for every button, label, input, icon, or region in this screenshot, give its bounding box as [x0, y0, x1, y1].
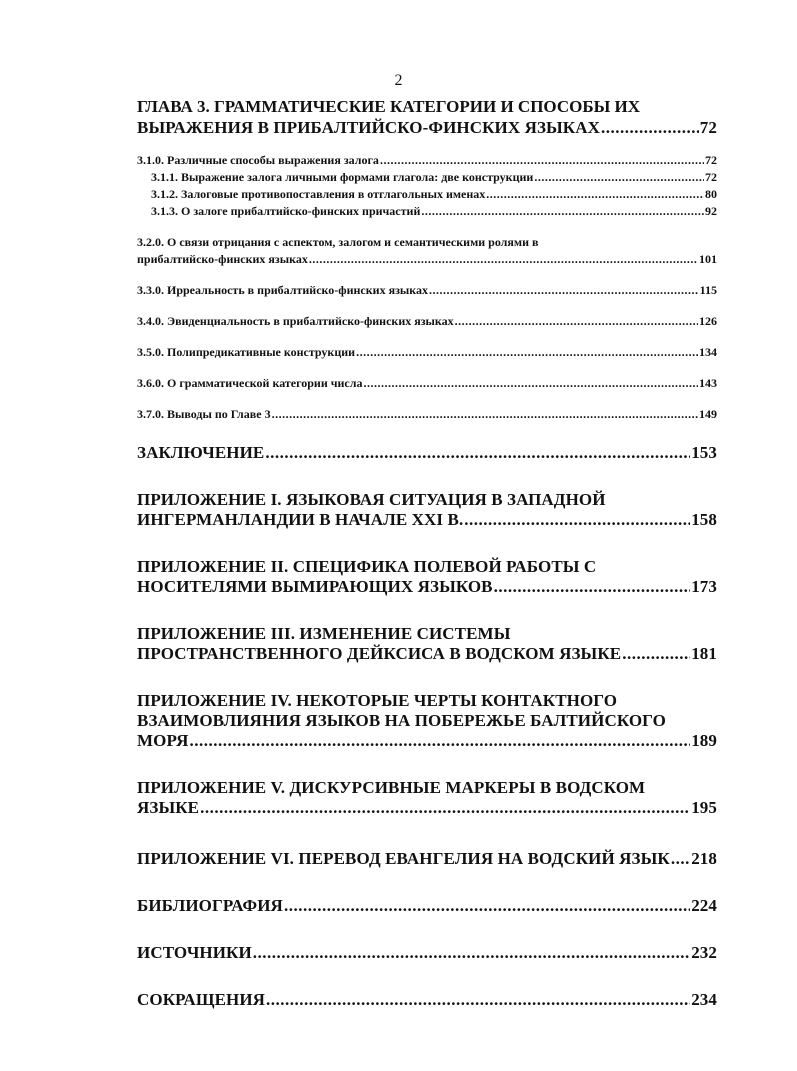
toc-section-3-6-0[interactable]: [137, 375, 717, 392]
dot-leader: [189, 731, 690, 751]
toc-page-number: 72: [705, 153, 717, 167]
toc-section-3-3-0[interactable]: [137, 282, 717, 299]
toc-page-number: 92: [705, 204, 717, 218]
dot-leader: [272, 406, 698, 423]
toc-entry-text: СОКРАЩЕНИЯ: [137, 990, 266, 1009]
toc-appendix-4[interactable]: [137, 691, 717, 751]
dot-leader: [494, 577, 691, 597]
dot-leader: [429, 282, 699, 299]
toc-section-3-2-0-line1: 3.2.0. О связи отрицания с аспектом, залогом и семантическими ролями в: [137, 235, 539, 249]
dot-leader: [200, 798, 690, 818]
toc-abbreviations[interactable]: [137, 990, 717, 1010]
toc-appendix-3-line2: [137, 644, 717, 664]
toc-entry-text: 3.4.0. Эвиденциальность в прибалтийско-финских языках: [137, 314, 454, 328]
toc-entry-text: ИСТОЧНИКИ: [137, 943, 252, 962]
toc-entry-text: 3.1.0. Различные способы выражения залога: [137, 153, 379, 167]
page-number: 2: [394, 72, 403, 89]
dot-leader: [464, 510, 690, 530]
toc-page-number: 134: [699, 345, 717, 359]
toc-section-3-1-1[interactable]: [137, 169, 717, 186]
dot-leader: [364, 375, 699, 392]
toc-chapter-3-line2: [137, 117, 717, 138]
toc-page-number: 218: [691, 849, 717, 868]
toc-bibliography[interactable]: [137, 896, 717, 916]
toc-appendix-5-line1: ПРИЛОЖЕНИЕ V. ДИСКУРСИВНЫЕ МАРКЕРЫ В ВОДСКОМ: [137, 778, 646, 797]
toc-appendix-6[interactable]: [137, 849, 717, 869]
toc-section-3-1-0[interactable]: [137, 152, 717, 169]
toc-entry-text: 3.7.0. Выводы по Главе 3: [137, 407, 271, 421]
toc-entry-text: 3.1.1. Выражение залога личными формами глагола: две конструкции: [151, 170, 534, 184]
toc-entry-text: ЗАКЛЮЧЕНИЕ: [137, 443, 265, 462]
toc-entry-text: ВЫРАЖЕНИЯ В ПРИБАЛТИЙСКО-ФИНСКИХ ЯЗЫКАХ: [137, 118, 600, 137]
dot-leader: [455, 313, 698, 330]
toc-page-number: 181: [691, 644, 717, 663]
toc-entry-text: НОСИТЕЛЯМИ ВЫМИРАЮЩИХ ЯЗЫКОВ: [137, 577, 493, 596]
toc-appendix-1-line1: ПРИЛОЖЕНИЕ I. ЯЗЫКОВАЯ СИТУАЦИЯ В ЗАПАДНОЙ: [137, 490, 606, 509]
toc-entry-text: БИБЛИОГРАФИЯ: [137, 896, 283, 915]
toc-page-number: 158: [691, 510, 717, 529]
dot-leader: [380, 152, 704, 169]
toc-entry-text: 3.3.0. Ирреальность в прибалтийско-финских языках: [137, 283, 428, 297]
toc-chapter-3-line1: ГЛАВА 3. ГРАММАТИЧЕСКИЕ КАТЕГОРИИ И СПОСОБЫ ИХ: [137, 97, 641, 116]
toc-page-number: 72: [699, 118, 717, 137]
dot-leader: [421, 203, 704, 220]
dot-leader: [309, 251, 698, 268]
toc-entry-text: 3.1.3. О залоге прибалтийско-финских причастий: [151, 204, 421, 218]
toc-entry-text: 3.1.2. Залоговые противопоставления в отглагольных именах: [151, 187, 486, 201]
dot-leader: [266, 990, 690, 1010]
toc-section-3-2-0-line2: [137, 251, 717, 268]
toc-appendix-3[interactable]: [137, 624, 717, 664]
toc-section-3-1-2[interactable]: [137, 186, 717, 203]
toc-entry-text: ИНГЕРМАНЛАНДИИ В НАЧАЛЕ XXI В.: [137, 510, 464, 529]
toc-sources[interactable]: [137, 943, 717, 963]
toc-section-3-5-0[interactable]: [137, 344, 717, 361]
toc-section-3-4-0[interactable]: [137, 313, 717, 330]
toc-page-number: 126: [699, 314, 717, 328]
toc-page-number: 153: [691, 443, 717, 462]
toc-entry-text: МОРЯ: [137, 731, 189, 750]
table-of-contents: [137, 96, 717, 1010]
toc-appendix-2[interactable]: [137, 557, 717, 597]
toc-appendix-2-line1: ПРИЛОЖЕНИЕ II. СПЕЦИФИКА ПОЛЕВОЙ РАБОТЫ С: [137, 557, 597, 576]
toc-page-number: 72: [705, 170, 717, 184]
toc-page-number: 189: [691, 731, 717, 750]
dot-leader: [534, 169, 704, 186]
toc-page-number: 115: [699, 283, 717, 297]
toc-entry-text: 3.6.0. О грамматической категории числа: [137, 376, 363, 390]
toc-page-number: 80: [705, 187, 717, 201]
dot-leader: [671, 849, 690, 869]
dot-leader: [356, 344, 698, 361]
toc-page-number: 143: [699, 376, 717, 390]
toc-appendix-5[interactable]: [137, 778, 717, 818]
toc-page-number: 101: [699, 252, 717, 266]
toc-appendix-4-line3: [137, 731, 717, 751]
toc-entry-text: ПРИЛОЖЕНИЕ VI. ПЕРЕВОД ЕВАНГЕЛИЯ НА ВОДСКИЙ ЯЗЫК: [137, 849, 670, 868]
dot-leader: [486, 186, 704, 203]
toc-section-3-1-0-group: [137, 152, 717, 220]
toc-appendix-2-line2: [137, 577, 717, 597]
toc-entry-text: ПРОСТРАНСТВЕННОГО ДЕЙКСИСА В ВОДСКОМ ЯЗЫКЕ: [137, 644, 622, 663]
toc-appendix-4-line2: ВЗАИМОВЛИЯНИЯ ЯЗЫКОВ НА ПОБЕРЕЖЬЕ БАЛТИЙСКОГО: [137, 711, 666, 730]
toc-page-number: 149: [699, 407, 717, 421]
toc-entry-text: прибалтийско-финских языках: [137, 252, 308, 266]
dot-leader: [601, 117, 699, 138]
toc-appendix-5-line2: [137, 798, 717, 818]
toc-page-number: 195: [691, 798, 717, 817]
toc-conclusion[interactable]: [137, 443, 717, 463]
toc-page-number: 232: [691, 943, 717, 962]
toc-appendix-1-line2: [137, 510, 717, 530]
toc-section-3-1-3[interactable]: [137, 203, 717, 220]
toc-appendix-4-line1: ПРИЛОЖЕНИЕ IV. НЕКОТОРЫЕ ЧЕРТЫ КОНТАКТНОГО: [137, 691, 618, 710]
toc-page-number: 173: [691, 577, 717, 596]
toc-section-3-7-0[interactable]: [137, 406, 717, 423]
dot-leader: [622, 644, 690, 664]
dot-leader: [265, 443, 690, 463]
dot-leader: [284, 896, 690, 916]
toc-entry-text: ЯЗЫКЕ: [137, 798, 200, 817]
toc-appendix-3-line1: ПРИЛОЖЕНИЕ III. ИЗМЕНЕНИЕ СИСТЕМЫ: [137, 624, 511, 643]
toc-page-number: 224: [691, 896, 717, 915]
toc-entry-text: 3.5.0. Полипредикативные конструкции: [137, 345, 356, 359]
dot-leader: [253, 943, 690, 963]
toc-page-number: 234: [691, 990, 717, 1009]
toc-appendix-1[interactable]: [137, 490, 717, 530]
toc-section-3-2-0[interactable]: [137, 234, 717, 268]
toc-chapter-3[interactable]: [137, 96, 717, 138]
